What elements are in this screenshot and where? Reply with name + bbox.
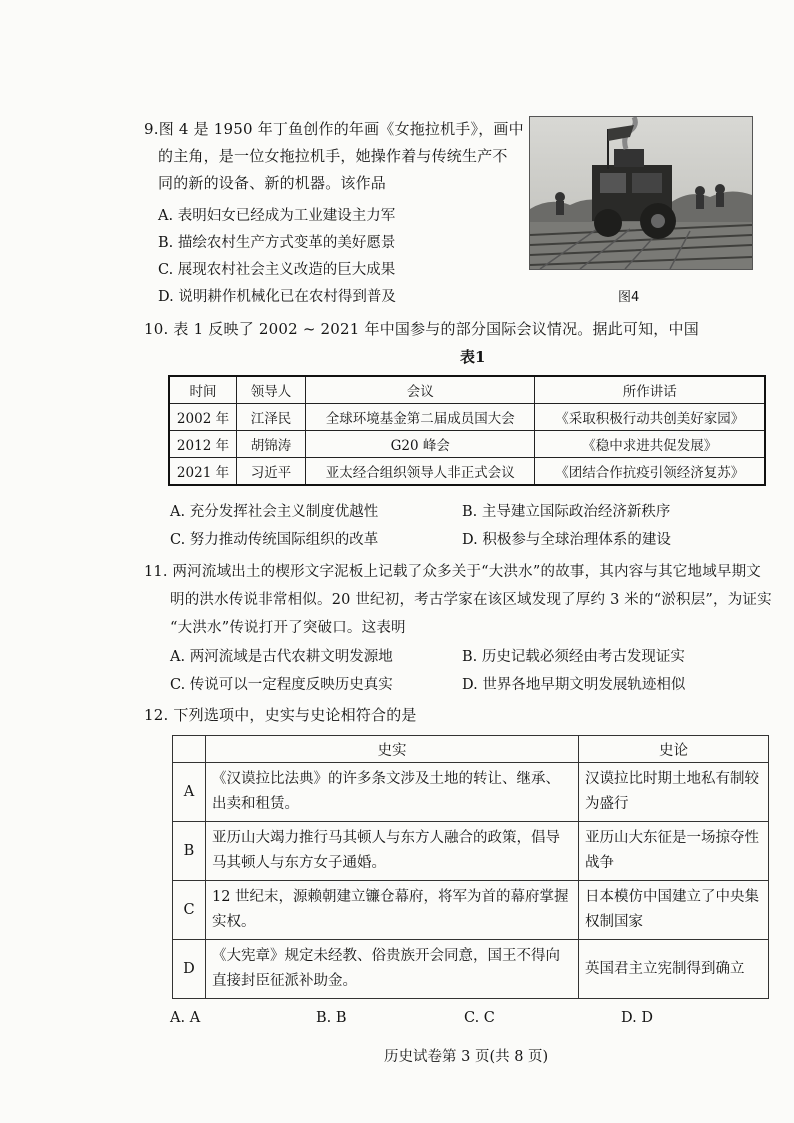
table-1-title: 表1 — [460, 348, 486, 366]
row-label: A — [173, 763, 206, 822]
page-footer: 历史试卷第 3 页(共 8 页) — [384, 1049, 549, 1065]
q12-option-a: A. A — [170, 1010, 201, 1026]
cell-fact: 《汉谟拉比法典》的许多条文涉及土地的转让、继承、出卖和租赁。 — [206, 763, 579, 822]
cell-leader: 习近平 — [237, 458, 306, 486]
cell-fact: 《大宪章》规定未经教、俗贵族开会同意，国王不得向直接封臣征派补助金。 — [206, 940, 579, 999]
q12-stem: 12. 下列选项中，史实与史论相符合的是 — [144, 706, 417, 724]
q11-option-c: C. 传说可以一定程度反映历史真实 — [170, 677, 393, 693]
header-speech: 所作讲话 — [535, 376, 765, 404]
table-row — [173, 940, 769, 999]
header-leader: 领导人 — [237, 376, 306, 404]
cell-fact: 亚历山大竭力推行马其顿人与东方人融合的政策，倡导马其顿人与东方女子通婚。 — [206, 822, 579, 881]
cell-time: 2021 年 — [169, 458, 237, 486]
figure-4-caption: 图4 — [618, 290, 640, 305]
q12-option-d: D. D — [621, 1010, 653, 1026]
cell-view: 英国君主立宪制得到确立 — [579, 940, 769, 999]
q9-option-d: D. 说明耕作机械化已在农村得到普及 — [158, 289, 396, 305]
q10-stem: 10. 表 1 反映了 2002 ~ 2021 年中国参与的部分国际会议情况。据此可知，中国 — [144, 320, 699, 338]
q11-stem-line-3: “大洪水”传说打开了突破口。这表明 — [170, 620, 406, 636]
q9-stem-line-2: 的主角，是一位女拖拉机手，她操作着与传统生产不 — [158, 147, 508, 165]
q11-option-a: A. 两河流域是古代农耕文明发源地 — [170, 649, 393, 665]
row-label: C — [173, 881, 206, 940]
table-row — [169, 458, 765, 486]
cell-leader: 江泽民 — [237, 404, 306, 431]
header-conference: 会议 — [306, 376, 535, 404]
cell-time: 2002 年 — [169, 404, 237, 431]
q10-option-c: C. 努力推动传统国际组织的改革 — [170, 532, 379, 548]
table-row — [173, 822, 769, 881]
q9-option-c: C. 展现农村社会主义改造的巨大成果 — [158, 262, 396, 278]
q12-option-b: B. B — [316, 1010, 347, 1026]
cell-speech: 《稳中求进共促发展》 — [535, 431, 765, 458]
cell-fact: 12 世纪末，源赖朝建立镰仓幕府，将军为首的幕府掌握实权。 — [206, 881, 579, 940]
q11-stem-line-1: 11. 两河流域出土的楔形文字泥板上记载了众多关于“大洪水”的故事，其内容与其它地域早期文 — [144, 564, 761, 580]
header-time: 时间 — [169, 376, 237, 404]
conference-table — [168, 375, 766, 486]
q11-option-d: D. 世界各地早期文明发展轨迹相似 — [462, 677, 686, 693]
q9-option-b: B. 描绘农村生产方式变革的美好愿景 — [158, 235, 396, 251]
q10-option-a: A. 充分发挥社会主义制度优越性 — [170, 504, 379, 520]
q10-option-d: D. 积极参与全球治理体系的建设 — [462, 532, 671, 548]
cell-conference: G20 峰会 — [306, 431, 535, 458]
table-row — [173, 881, 769, 940]
table-header-row — [173, 736, 769, 763]
table-header-row — [169, 376, 765, 404]
cell-view: 日本模仿中国建立了中央集权制国家 — [579, 881, 769, 940]
q12-option-c: C. C — [464, 1010, 495, 1026]
q9-option-a: A. 表明妇女已经成为工业建设主力军 — [158, 208, 396, 224]
cell-view: 亚历山大东征是一场掠夺性战争 — [579, 822, 769, 881]
table-row — [173, 763, 769, 822]
tractor-painting-image — [529, 116, 753, 270]
cell-view: 汉谟拉比时期土地私有制较为盛行 — [579, 763, 769, 822]
q9-stem-line-1: 9.图 4 是 1950 年丁鱼创作的年画《女拖拉机手》，画中 — [144, 120, 524, 138]
row-label: B — [173, 822, 206, 881]
header-blank — [173, 736, 206, 763]
cell-conference: 亚太经合组织领导人非正式会议 — [306, 458, 535, 486]
q10-option-b: B. 主导建立国际政治经济新秩序 — [462, 504, 671, 520]
row-label: D — [173, 940, 206, 999]
cell-speech: 《团结合作抗疫引领经济复苏》 — [535, 458, 765, 486]
q9-stem-line-3: 同的新的设备、新的机器。该作品 — [158, 174, 387, 192]
q11-stem-line-2: 明的洪水传说非常相似。20 世纪初，考古学家在该区域发现了厚约 3 米的“淤积层”，为证实 — [170, 592, 772, 608]
fact-view-table — [172, 735, 769, 999]
header-fact: 史实 — [206, 736, 579, 763]
cell-leader: 胡锦涛 — [237, 431, 306, 458]
header-view: 史论 — [579, 736, 769, 763]
cell-time: 2012 年 — [169, 431, 237, 458]
cell-speech: 《采取积极行动共创美好家园》 — [535, 404, 765, 431]
q11-option-b: B. 历史记载必须经由考古发现证实 — [462, 649, 685, 665]
table-row — [169, 404, 765, 431]
table-row — [169, 431, 765, 458]
cell-conference: 全球环境基金第二届成员国大会 — [306, 404, 535, 431]
